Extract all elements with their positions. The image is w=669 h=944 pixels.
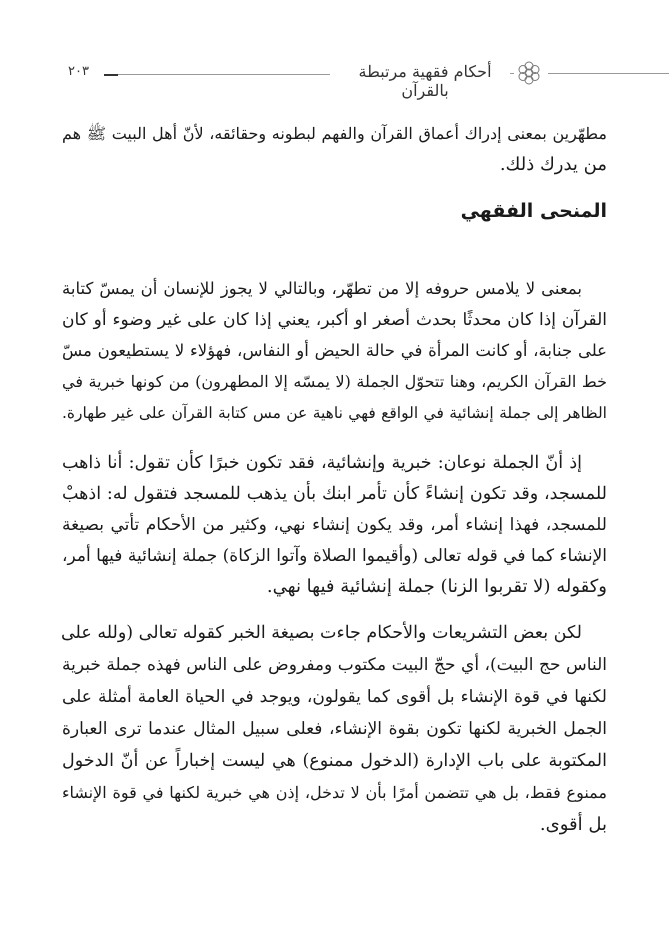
text-line: بل أقوى. bbox=[539, 814, 607, 835]
header-rule-left bbox=[118, 74, 330, 75]
text-line: وكقوله (لا تقربوا الزنا) جملة إنشائية فيها نهي. bbox=[266, 576, 607, 597]
text-line: الناس حج البيت)، أي حجّ البيت مكتوب ومفروض على الناس فهذه جملة خبرية bbox=[62, 655, 607, 675]
page-number-dash bbox=[104, 74, 118, 76]
running-title: أحكام فقهية مرتبطة بالقرآن bbox=[358, 62, 492, 100]
text-line: إذ أنّ الجملة نوعان: خبرية وإنشائية، فقد تكون خبرًا كأن تقول: أنا ذاهب bbox=[62, 453, 582, 473]
text-line: مطهّرين بمعنى إدراك أعماق القرآن والفهم لبطونه وحقائقه، لأنّ أهل البيت ﷺ هم bbox=[62, 124, 607, 143]
text-line: من يدرك ذلك. bbox=[499, 154, 607, 175]
text-line: على جنابة، أو كانت المرأة في حالة الحيض أو النفاس، فهؤلاء لا يستطيعون مسّ bbox=[62, 341, 607, 360]
text-line: لكن بعض التشريعات والأحكام جاءت بصيغة الخبر كقوله تعالى (ولله على bbox=[60, 623, 582, 643]
text-line: المكتوبة على باب الإدارة (الدخول ممنوع) هي ليست إخباراً عن أنّ الدخول bbox=[62, 751, 607, 771]
floral-ornament-icon bbox=[516, 60, 542, 86]
section-heading: المنحى الفقهي bbox=[460, 200, 607, 222]
text-line: خط القرآن الكريم، وهنا تتحوّل الجملة (لا يمسّه إلا المطهرون) من كونها خبرية في bbox=[62, 372, 607, 391]
header-rule-right bbox=[548, 73, 669, 74]
header-rule-mid bbox=[510, 73, 514, 74]
text-line: بمعنى لا يلامس حروفه إلا من تطهّر، وبالتالي لا يجوز للإنسان أن يمسّ كتابة bbox=[62, 279, 582, 298]
text-line: ممنوع فقط، بل هي تتضمن أمرًا بأن لا تدخل، إذن هي خبرية لكنها في قوة الإنشاء bbox=[62, 783, 607, 802]
text-line: للمسجد، فهذا إنشاء أمر، وقد يكون إنشاء نهي، وكثير من الأحكام تأتي بصيغة bbox=[62, 515, 607, 535]
text-line: للمسجد، وقد تكون إنشاءً كأن تأمر ابنك بأن يذهب للمسجد فتقول له: اذهبْ bbox=[62, 484, 607, 504]
text-line: لكنها في قوة الإنشاء بل أقوى كما يقولون، ويوجد في الحياة العامة أمثلة على bbox=[62, 687, 607, 707]
page-number: ٢٠٣ bbox=[68, 64, 89, 79]
text-line: القرآن إذا كان محدثًا بحدث أصغر او أكبر، يعني إذا كان على غير وضوء أو كان bbox=[62, 310, 607, 330]
text-line: الإنشاء كما في قوله تعالى (وأقيموا الصلاة وآتوا الزكاة) جملة إنشائية فيها أمر، bbox=[62, 546, 607, 566]
text-line: الظاهر إلى جملة إنشائية في الواقع فهي ناهية عن مس كتابة القرآن على غير طهارة. bbox=[62, 404, 607, 422]
text-line: الجمل الخبرية لكنها تكون بقوة الإنشاء، فعلى سبيل المثال عندما ترى العبارة bbox=[62, 719, 607, 739]
